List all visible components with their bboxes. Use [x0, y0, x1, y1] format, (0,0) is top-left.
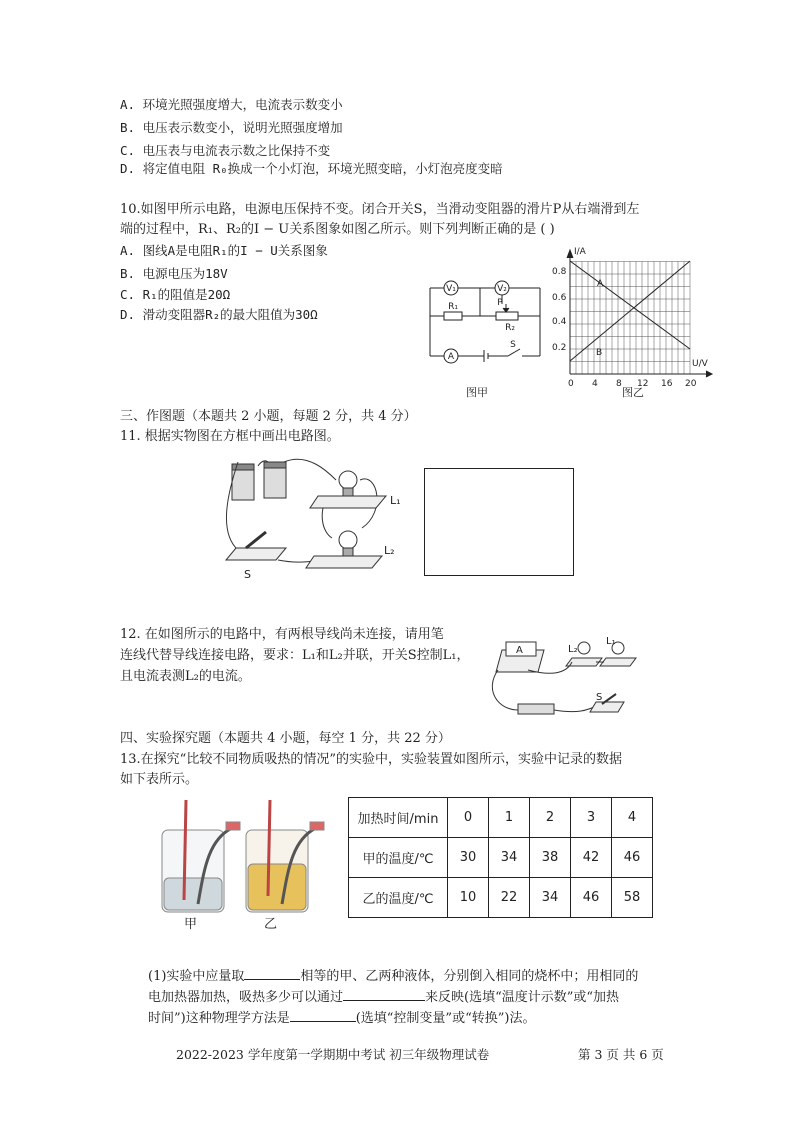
fig-jia-caption: 图甲 [466, 386, 488, 399]
graph-ytick: 0.8 [552, 267, 567, 277]
table-cell: 22 [489, 878, 530, 918]
beaker-jia-label: 甲 [184, 917, 198, 932]
q13-sub1-text: 来反映(选填“温度计示数”或“加热 [425, 990, 620, 1005]
circuit-v1-label: V₁ [446, 284, 456, 294]
q10-iu-graph [546, 244, 716, 394]
section3-title: 三、作图题（本题共 2 小题，每题 2 分，共 4 分） [120, 409, 417, 424]
graph-xtick: 16 [661, 379, 673, 389]
graph-ylabel: I/A [574, 247, 586, 257]
table-cell: 10 [448, 878, 489, 918]
table-cell: 2 [530, 798, 571, 838]
circuit-p-label: P [497, 298, 503, 308]
graph-xlabel: U/V [692, 359, 708, 369]
q11-physical-circuit [218, 452, 408, 582]
table-cell: 34 [530, 878, 571, 918]
q12-stem-line1: 12. 在如图所示的电路中，有两根导线尚未连接，请用笔 [120, 627, 444, 642]
table-cell: 4 [612, 798, 653, 838]
q9-option-d: D. 将定值电阻 R₀换成一个小灯泡，环境光照变暗，小灯泡亮度变暗 [120, 161, 503, 176]
table-row [349, 798, 653, 838]
circuit-ammeter-label: A [447, 352, 455, 362]
graph-xtick: 20 [685, 379, 697, 389]
q13-sub1-line3 [148, 1007, 535, 1028]
q13-sub1-line2 [148, 986, 619, 1007]
answer-blank-3[interactable] [290, 1007, 356, 1022]
q12-stem-line2: 连线代替导线连接电路，要求：L₁和L₂并联，开关S控制L₁， [120, 648, 470, 663]
q13-sub1-text: (1)实验中应量取 [148, 969, 245, 984]
circuit-v2-label: V₂ [497, 284, 507, 294]
q13-stem-line1: 13.在探究“比较不同物质吸热的情况”的实验中，实验装置如图所示，实验中记录的数据 [120, 752, 622, 767]
q12-l1-label: L₁ [606, 636, 616, 647]
q12-physical-circuit [488, 630, 640, 724]
footer-page-number: 第 3 页 共 6 页 [578, 1047, 664, 1062]
q13-sub1-text: (选填“控制变量”或“转换”)法。 [355, 1011, 536, 1026]
answer-blank-2[interactable] [343, 986, 425, 1001]
section4-title: 四、实验探究题（本题共 4 小题，每空 1 分，共 22 分） [120, 731, 451, 746]
q10-stem-line2: 端的过程中，R₁、R₂的I − U关系图象如图乙所示。则下列判断正确的是 ( ) [120, 222, 555, 237]
q9-option-a: A. 环境光照强度增大，电流表示数变小 [120, 97, 343, 112]
table-cell: 0 [448, 798, 489, 838]
graph-xtick: 8 [616, 379, 622, 389]
footer-title: 2022-2023 学年度第一学期期中考试 初三年级物理试卷 [176, 1047, 490, 1062]
q10-circuit-diagram [420, 268, 550, 386]
graph-line-b-label: B [596, 348, 603, 358]
q13-sub1-text: 相等的甲、乙两种液体，分别倒入相同的烧杯中；用相同的 [300, 969, 639, 984]
table-row [349, 878, 653, 918]
circuit-switch-label: S [510, 340, 516, 350]
graph-xtick: 4 [592, 379, 598, 389]
table-cell: 3 [571, 798, 612, 838]
q11-l1-label: L₁ [390, 494, 401, 507]
graph-ytick: 0.6 [552, 293, 567, 303]
table-cell: 1 [489, 798, 530, 838]
q12-stem-line3: 且电流表测L₂的电流。 [120, 669, 251, 684]
q9-option-b: B. 电压表示数变小，说明光照强度增加 [120, 120, 343, 135]
fig-yi-caption: 图乙 [622, 386, 644, 399]
table-cell: 58 [612, 878, 653, 918]
table-cell: 30 [448, 838, 489, 878]
beaker-yi-label: 乙 [264, 917, 278, 932]
q13-data-table [348, 797, 653, 918]
graph-line-a-label: A [597, 279, 604, 289]
graph-xtick: 0 [568, 379, 574, 389]
q10-stem-line1: 10.如图甲所示电路，电源电压保持不变。闭合开关S，当滑动变阻器的滑片P从右端滑到左 [120, 202, 640, 217]
q10-option-d: D. 滑动变阻器R₂的最大阻值为30Ω [120, 307, 318, 322]
graph-ytick: 0.2 [552, 343, 567, 353]
table-cell: 42 [571, 838, 612, 878]
q12-s-label: S [596, 692, 603, 703]
table-cell: 46 [612, 838, 653, 878]
q13-stem-line2: 如下表所示。 [120, 772, 199, 787]
table-cell: 34 [489, 838, 530, 878]
q13-beakers-image [154, 800, 328, 934]
answer-blank-1[interactable] [244, 965, 300, 980]
table-row [349, 838, 653, 878]
graph-xtick: 12 [637, 379, 649, 389]
circuit-r2-label: R₂ [505, 323, 515, 333]
q12-ammeter-label: A [516, 645, 523, 656]
q10-option-b: B. 电源电压为18V [120, 266, 228, 281]
table-cell: 46 [571, 878, 612, 918]
table-cell: 38 [530, 838, 571, 878]
q11-s-label: S [244, 568, 251, 581]
q11-stem: 11. 根据实物图在方框中画出电路图。 [120, 429, 340, 444]
q12-l2-label: L₂ [568, 644, 578, 655]
graph-ytick: 0.4 [552, 317, 567, 327]
q13-sub1-line1 [148, 965, 638, 986]
table-row-header: 甲的温度/℃ [349, 838, 448, 878]
q11-l2-label: L₂ [384, 544, 395, 557]
table-row-header: 加热时间/min [349, 798, 448, 838]
circuit-r1-label: R₁ [448, 302, 458, 312]
q10-option-c: C. R₁的阻值是20Ω [120, 287, 231, 302]
q11-answer-box[interactable] [424, 468, 574, 576]
table-row-header: 乙的温度/℃ [349, 878, 448, 918]
q13-sub1-text: 电加热器加热，吸热多少可以通过 [148, 990, 344, 1005]
q13-sub1-text: 时间”)这种物理学方法是 [148, 1011, 290, 1026]
q9-option-c: C. 电压表与电流表示数之比保持不变 [120, 143, 331, 158]
q10-option-a: A. 图线A是电阻R₁的I − U关系图象 [120, 243, 328, 258]
